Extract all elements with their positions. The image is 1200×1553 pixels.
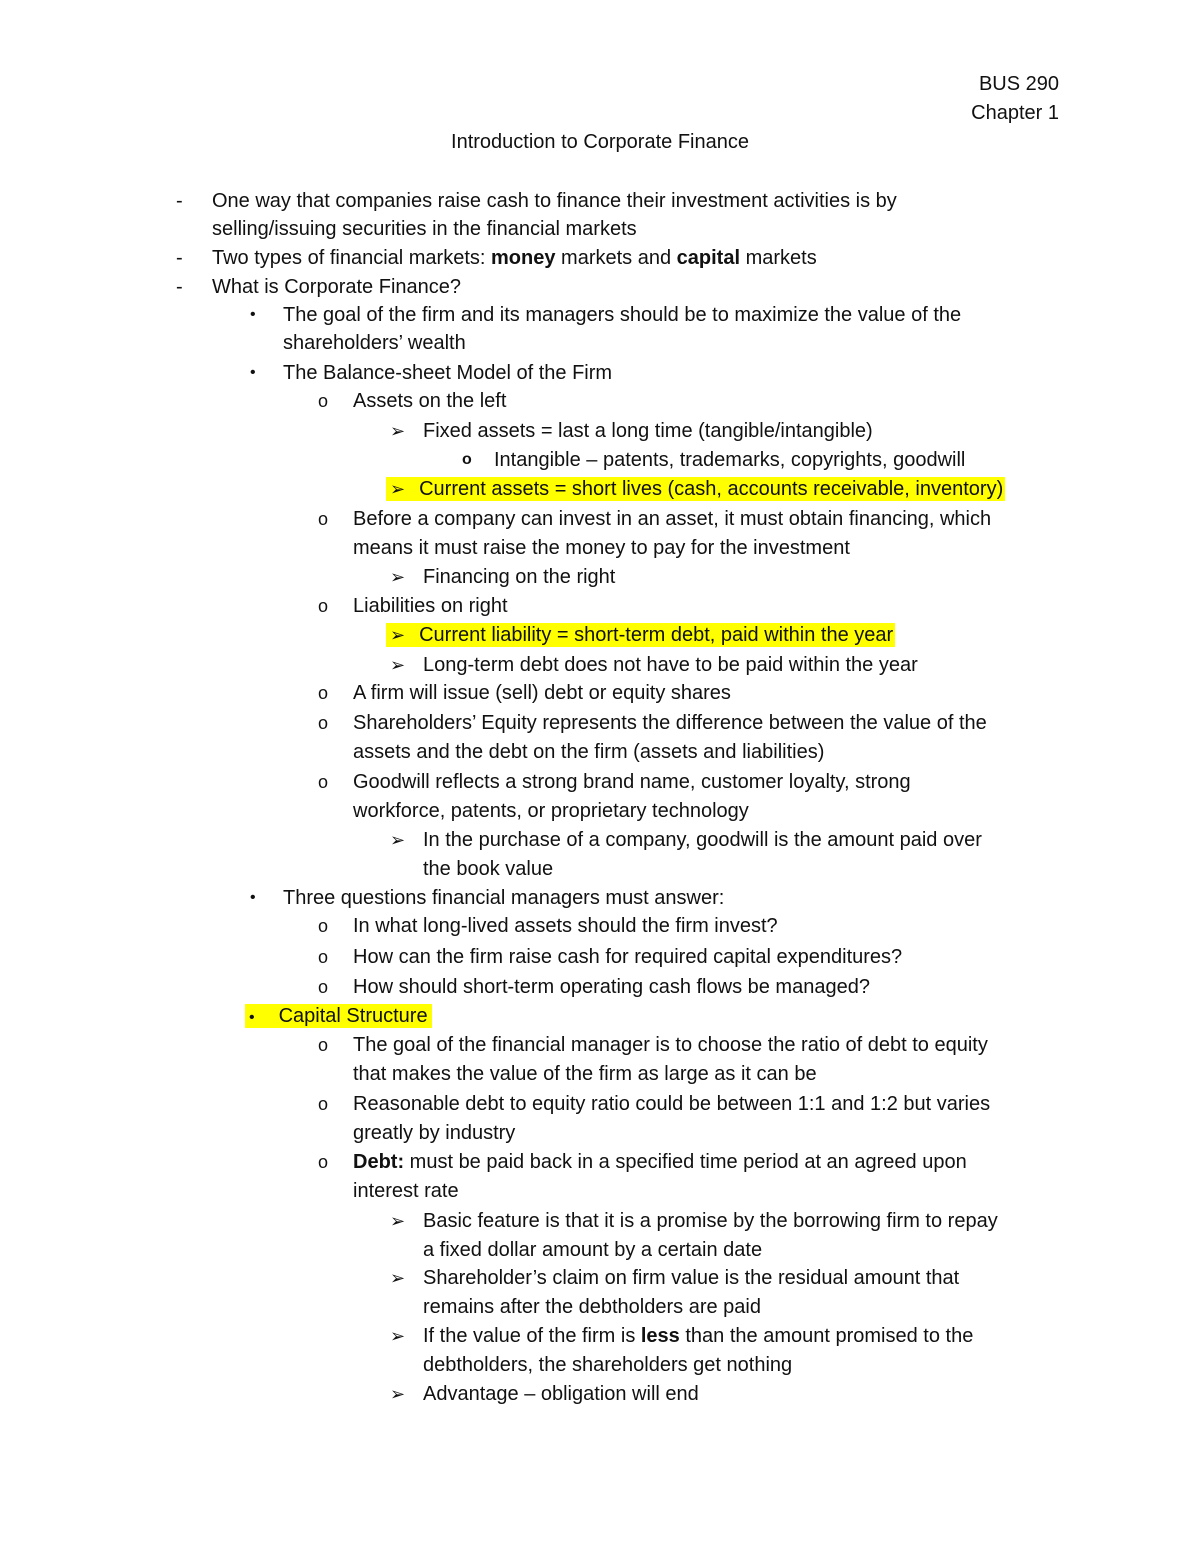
course-code: BUS 290 <box>978 73 1059 95</box>
bullet-marker: • <box>249 1009 255 1026</box>
highlighted-item <box>386 623 895 647</box>
arrow-marker: ➢ <box>390 479 406 499</box>
arrow-marker: ➢ <box>390 421 406 441</box>
list-item-text: debtholders, the shareholders get nothing <box>423 1354 793 1376</box>
arrow-marker: ➢ <box>390 1211 406 1231</box>
circle-marker: o <box>318 1152 329 1172</box>
highlighted-item <box>386 477 1005 501</box>
list-item-text: assets and the debt on the firm (assets and liabilities) <box>353 741 825 763</box>
list-item-text: In what long-lived assets should the firm invest? <box>353 915 778 937</box>
circle-marker: o <box>318 947 329 967</box>
list-item-text: remains after the debtholders are paid <box>423 1296 761 1318</box>
list-item-text: Liabilities on right <box>353 595 508 617</box>
list-item-text: Two types of financial markets: money markets and capital markets <box>212 247 817 269</box>
list-item-text: Debt: must be paid back in a specified time period at an agreed upon <box>353 1151 967 1173</box>
circle-marker: o <box>318 977 329 997</box>
list-item-text: Intangible – patents, trademarks, copyrights, goodwill <box>494 449 966 471</box>
list-item-text: Financing on the right <box>423 566 616 588</box>
list-item-text: the book value <box>423 858 554 880</box>
list-item-text: Basic feature is that it is a promise by the borrowing firm to repay <box>423 1210 998 1232</box>
arrow-marker: ➢ <box>390 567 406 587</box>
chapter-label: Chapter 1 <box>971 102 1059 124</box>
list-item-text: The goal of the financial manager is to choose the ratio of debt to equity <box>353 1034 988 1056</box>
bullet-marker: • <box>250 306 256 323</box>
arrow-marker: ➢ <box>390 655 406 675</box>
list-item-text: greatly by industry <box>353 1122 516 1144</box>
list-item-text: a fixed dollar amount by a certain date <box>423 1239 763 1261</box>
arrow-marker: ➢ <box>390 1384 406 1404</box>
highlighted-item <box>245 1004 432 1030</box>
list-item-text: One way that companies raise cash to finance their investment activities is by <box>212 190 897 212</box>
section-heading: Capital Structure <box>278 1005 428 1027</box>
circle-marker: o <box>462 451 472 468</box>
list-item-text: means it must raise the money to pay for the investment <box>353 537 850 559</box>
list-item-text: Current liability = short-term debt, paid within the year <box>419 624 894 646</box>
list-item-text: Shareholder’s claim on firm value is the residual amount that <box>423 1267 960 1289</box>
list-item-text: Current assets = short lives (cash, accounts receivable, inventory) <box>419 478 1004 500</box>
list-item-text: The Balance-sheet Model of the Firm <box>283 362 613 384</box>
circle-marker: o <box>318 1094 329 1114</box>
circle-marker: o <box>318 772 329 792</box>
circle-marker: o <box>318 596 329 616</box>
dash-marker: - <box>176 247 183 269</box>
list-item-text: A firm will issue (sell) debt or equity shares <box>353 682 731 704</box>
circle-marker: o <box>318 683 329 703</box>
list-item-text: Fixed assets = last a long time (tangible/intangible) <box>423 420 873 442</box>
list-item-text: interest rate <box>353 1180 459 1202</box>
bullet-marker: • <box>250 889 256 906</box>
list-item-text: Goodwill reflects a strong brand name, customer loyalty, strong <box>353 771 911 793</box>
list-item-text: selling/issuing securities in the financial markets <box>212 218 637 240</box>
list-item-text: How should short-term operating cash flows be managed? <box>353 976 870 998</box>
list-item-text: Assets on the left <box>353 390 507 412</box>
arrow-marker: ➢ <box>390 1326 406 1346</box>
list-item-text: Reasonable debt to equity ratio could be between 1:1 and 1:2 but varies <box>353 1093 991 1115</box>
dash-marker: - <box>176 190 183 212</box>
list-item-text: shareholders’ wealth <box>283 332 466 354</box>
arrow-marker: ➢ <box>390 1268 406 1288</box>
list-item-text: In the purchase of a company, goodwill is the amount paid over <box>423 829 982 851</box>
bullet-marker: • <box>250 364 256 381</box>
list-item-text: that makes the value of the firm as large as it can be <box>353 1063 817 1085</box>
circle-marker: o <box>318 916 329 936</box>
circle-marker: o <box>318 1035 329 1055</box>
circle-marker: o <box>318 391 329 411</box>
circle-marker: o <box>318 713 329 733</box>
list-item-text: What is Corporate Finance? <box>212 276 462 298</box>
list-item-text: Long-term debt does not have to be paid within the year <box>423 654 918 676</box>
circle-marker: o <box>318 509 329 529</box>
list-item-text: How can the firm raise cash for required capital expenditures? <box>353 946 903 968</box>
list-item-text: Three questions financial managers must answer: <box>283 887 725 909</box>
list-item-text: Advantage – obligation will end <box>423 1383 699 1405</box>
list-item-text: If the value of the firm is less than the amount promised to the <box>423 1325 974 1347</box>
list-item-text: The goal of the firm and its managers should be to maximize the value of the <box>283 304 962 326</box>
dash-marker: - <box>176 276 183 298</box>
list-item-text: workforce, patents, or proprietary technology <box>353 800 749 822</box>
arrow-marker: ➢ <box>390 625 406 645</box>
list-item-text: Shareholders’ Equity represents the difference between the value of the <box>353 712 987 734</box>
page-title: Introduction to Corporate Finance <box>451 131 749 153</box>
arrow-marker: ➢ <box>390 830 406 850</box>
list-item-text: Before a company can invest in an asset, it must obtain financing, which <box>353 508 992 530</box>
